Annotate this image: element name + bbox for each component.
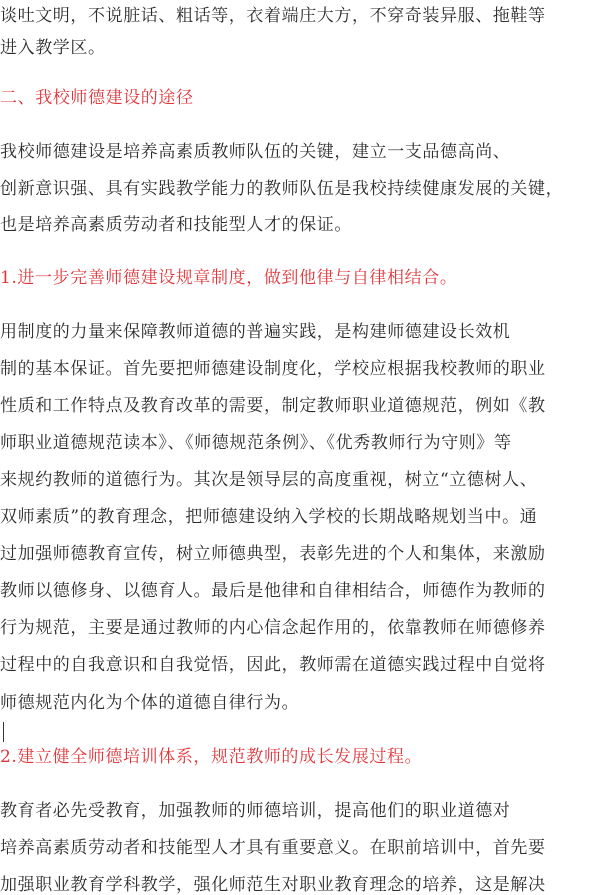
paragraph-line: 师德规范内化为个体的道德自律行为。: [0, 693, 300, 713]
paragraph-line: 师职业道德规范读本》、《师德规范条例》、《优秀教师行为守则》等: [0, 433, 512, 453]
subsection-heading: 1.进一步完善师德建设规章制度，做到他律与自律相结合。: [0, 268, 458, 288]
paragraph-line: 我校师德建设是培养高素质教师队伍的关键，建立一支品德高尚、: [0, 142, 511, 162]
text-cursor[interactable]: [3, 722, 4, 742]
paragraph-line: 行为规范，主要是通过教师的内心信念起作用的，依靠教师在师德修养: [0, 618, 546, 638]
paragraph-line: 谈吐文明，不说脏话、粗话等，衣着端庄大方，不穿奇装异服、拖鞋等: [0, 6, 546, 26]
paragraph-line: 培养高素质劳动者和技能型人才具有重要意义。在职前培训中，首先要: [0, 838, 546, 858]
paragraph-line: 创新意识强、具有实践教学能力的教师队伍是我校持续健康发展的关键，: [0, 179, 564, 199]
subsection-heading: 2.建立健全师德培训体系，规范教师的成长发展过程。: [0, 747, 423, 767]
paragraph-line: 性质和工作特点及教育改革的需要，制定教师职业道德规范，例如《教: [0, 396, 546, 416]
paragraph-line: 制的基本保证。首先要把师德建设制度化，学校应根据我校教师的职业: [0, 359, 546, 379]
paragraph-line: 用制度的力量来保障教师道德的普遍实践，是构建师德建设长效机: [0, 322, 511, 342]
paragraph-line: 加强职业教育学科教学，强化师范生对职业教育理念的培养，这是解决: [0, 875, 546, 895]
paragraph-line: 进入教学区。: [0, 38, 106, 58]
paragraph-line: 过加强师德教育宣传，树立师德典型，表彰先进的个人和集体，来激励: [0, 544, 546, 564]
section-heading: 二、我校师德建设的途径: [0, 88, 194, 108]
paragraph-line: 过程中的自我意识和自我觉悟，因此，教师需在道德实践过程中自觉将: [0, 655, 546, 675]
paragraph-line: 教育者必先受教育，加强教师的师德培训，提高他们的职业道德对: [0, 801, 511, 821]
paragraph-line: 教师以德修身、以德育人。最后是他律和自律相结合，师德作为教师的: [0, 581, 546, 601]
paragraph-line: 来规约教师的道德行为。其次是领导层的高度重视，树立“立德树人、: [0, 470, 538, 490]
paragraph-line: 也是培养高素质劳动者和技能型人才的保证。: [0, 215, 352, 235]
paragraph-line: 双师素质”的教育理念，把师德建设纳入学校的长期战略规划当中。通: [0, 507, 538, 527]
